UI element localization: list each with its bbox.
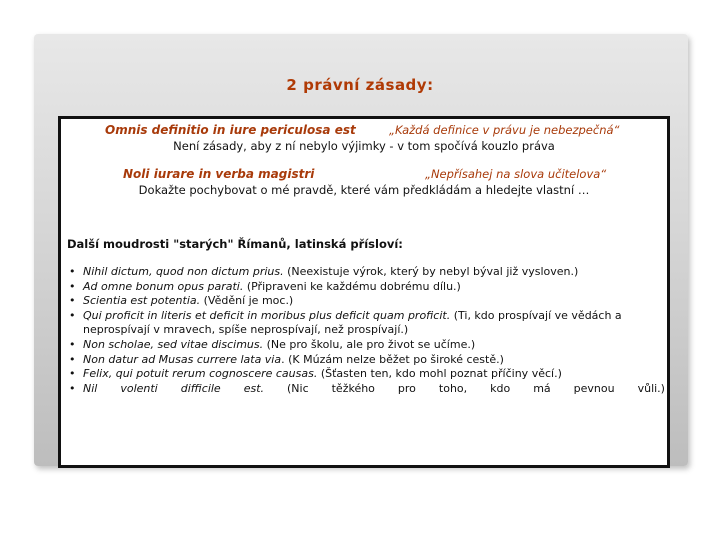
list-item <box>69 353 665 368</box>
proverb-latin: Nihil dictum, quod non dictum prius. <box>83 265 284 278</box>
proverb-latin: Qui proficit in literis et deficit in moribus plus deficit quam proficit. <box>83 308 451 322</box>
bullet-icon: • <box>69 352 76 366</box>
proverb-latin: Felix, qui potuit rerum cognoscere causas. <box>83 367 318 381</box>
proverb-czech: . (K Múzám nelze běžet po široké cestě.) <box>281 352 504 366</box>
content-box <box>58 116 670 468</box>
bullet-icon: • <box>69 294 76 308</box>
proverb-czech: (Neexistuje výrok, který by nebyl býval již vysloven.) <box>283 265 579 278</box>
proverb-czech: (Připraveni ke každému dobrému dílu.) <box>243 279 461 293</box>
proverb-latin: Non datur ad Musas currere lata via <box>83 352 282 366</box>
list-item <box>69 367 665 382</box>
bullet-icon: • <box>69 381 76 395</box>
list-item <box>69 309 665 338</box>
list-item <box>69 382 665 397</box>
maxim-2-explanation: Dokažte pochybovat o mé pravdě, které vám předkládám a hledejte vlastní … <box>138 183 590 197</box>
maxim-2-czech: „Nepřísahej na slova učitelova“ <box>425 167 607 181</box>
proverbs-heading: Další moudrosti "starých" Římanů, latinská přísloví: <box>67 237 403 251</box>
bullet-icon: • <box>69 265 76 278</box>
bullet-icon: • <box>69 279 76 293</box>
list-item <box>69 294 665 309</box>
bullet-icon: • <box>69 367 76 381</box>
maxim-1-latin: Omnis definitio in iure periculosa est <box>105 123 356 137</box>
bullet-icon: • <box>69 337 76 351</box>
proverb-czech: (Nic těžkého pro toho, kdo má pevnou vůli.) <box>264 381 665 395</box>
list-item <box>69 265 665 280</box>
slide-title: 2 právní zásady: <box>286 76 434 94</box>
list-item <box>69 280 665 295</box>
proverb-czech: (Šťasten ten, kdo mohl poznat příčiny věcí.) <box>317 367 562 381</box>
proverb-czech: (Vědění je moc.) <box>200 294 294 308</box>
proverb-latin: Ad omne bonum opus parati. <box>83 279 244 293</box>
proverb-latin: Nil volenti difficile est. <box>83 381 264 395</box>
maxim-2-latin: Noli iurare in verba magistri <box>123 167 315 181</box>
bullet-icon: • <box>69 308 76 322</box>
proverb-czech: (Ne pro školu, ale pro život se učíme.) <box>263 337 476 351</box>
proverb-czech: (Ti, kdo prospívají ve vědách a neprospívají v mravech, spíše neprospívají, než prospívají.) <box>83 308 622 337</box>
list-item <box>69 338 665 353</box>
proverb-latin: Scientia est potentia. <box>83 294 201 308</box>
proverb-latin: Non scholae, sed vitae discimus. <box>83 337 264 351</box>
maxim-1-explanation: Není zásady, aby z ní nebylo výjimky - v tom spočívá kouzlo práva <box>173 139 555 153</box>
maxim-1-czech: „Každá definice v právu je nebezpečná“ <box>389 123 620 137</box>
proverbs-list <box>69 265 665 396</box>
